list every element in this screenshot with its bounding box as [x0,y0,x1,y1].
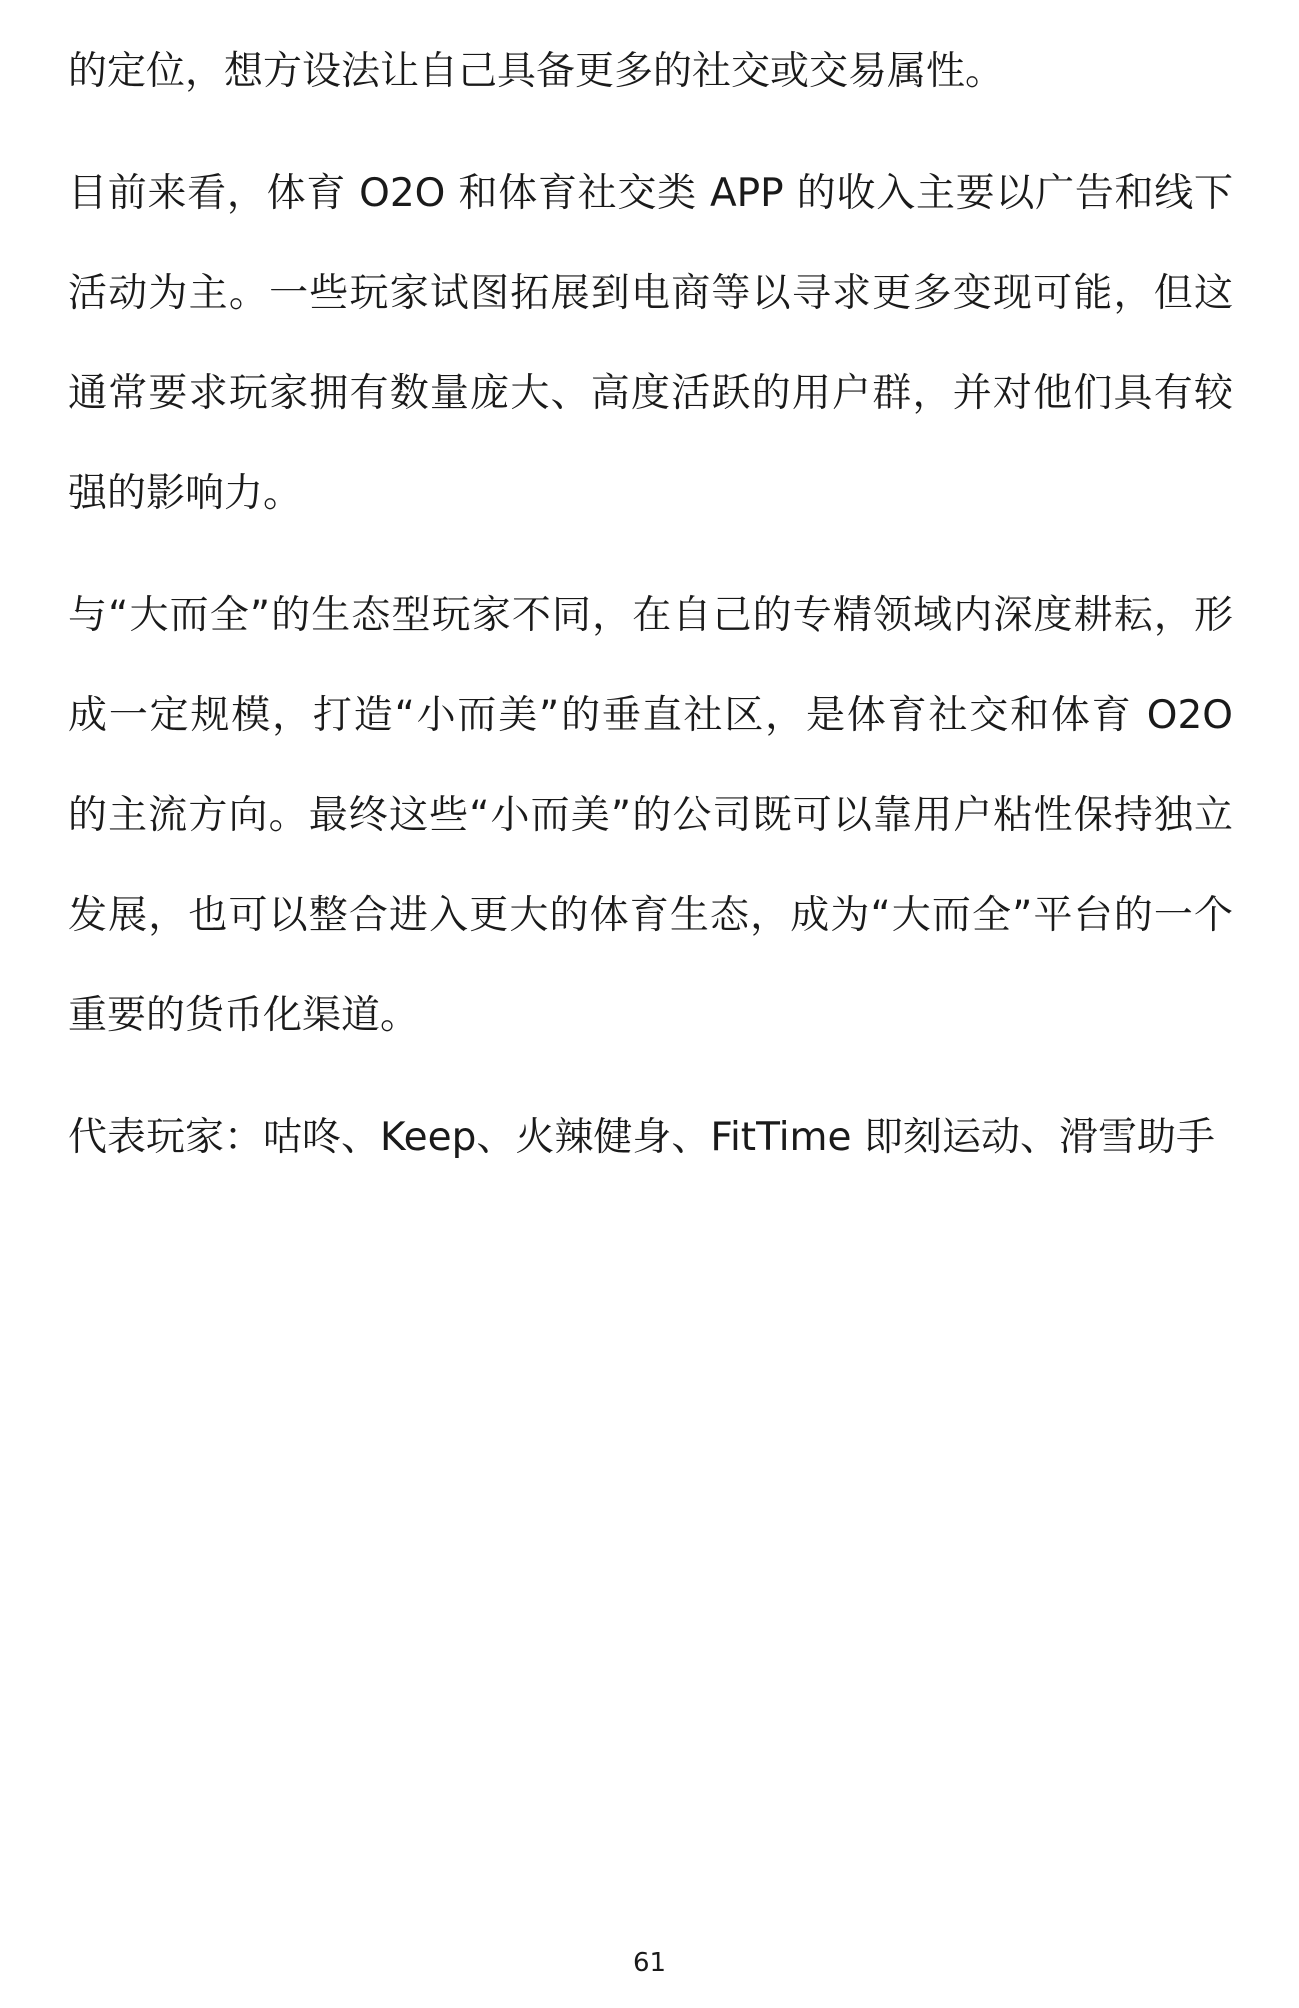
paragraph: 目前来看，体育 O2O 和体育社交类 APP 的收入主要以广告和线下活动为主。一些玩家试图拓展到电商等以寻求更多变现可能，但这通常要求玩家拥有数量庞大、高度活跃的用户群，并对他们具有较强的影响力。 [68,171,1233,516]
paragraph: 代表玩家：咕咚、Keep、火辣健身、FitTime 即刻运动、滑雪助手 [68,1115,1215,1160]
body-text [68,22,1233,1210]
paragraph: 的定位，想方设法让自己具备更多的社交或交易属性。 [68,49,1005,94]
paragraph: 与“大而全”的生态型玩家不同，在自己的专精领域内深度耕耘，形成一定规模，打造“小而美”的垂直社区，是体育社交和体育 O2O 的主流方向。最终这些“小而美”的公司既可以靠用户粘性保持独立发展，也可以整合进入更大的体育生态，成为“大而全”平台的一个重要的货币化渠道。 [68,593,1233,1038]
page-number: 61 [632,1948,667,1978]
